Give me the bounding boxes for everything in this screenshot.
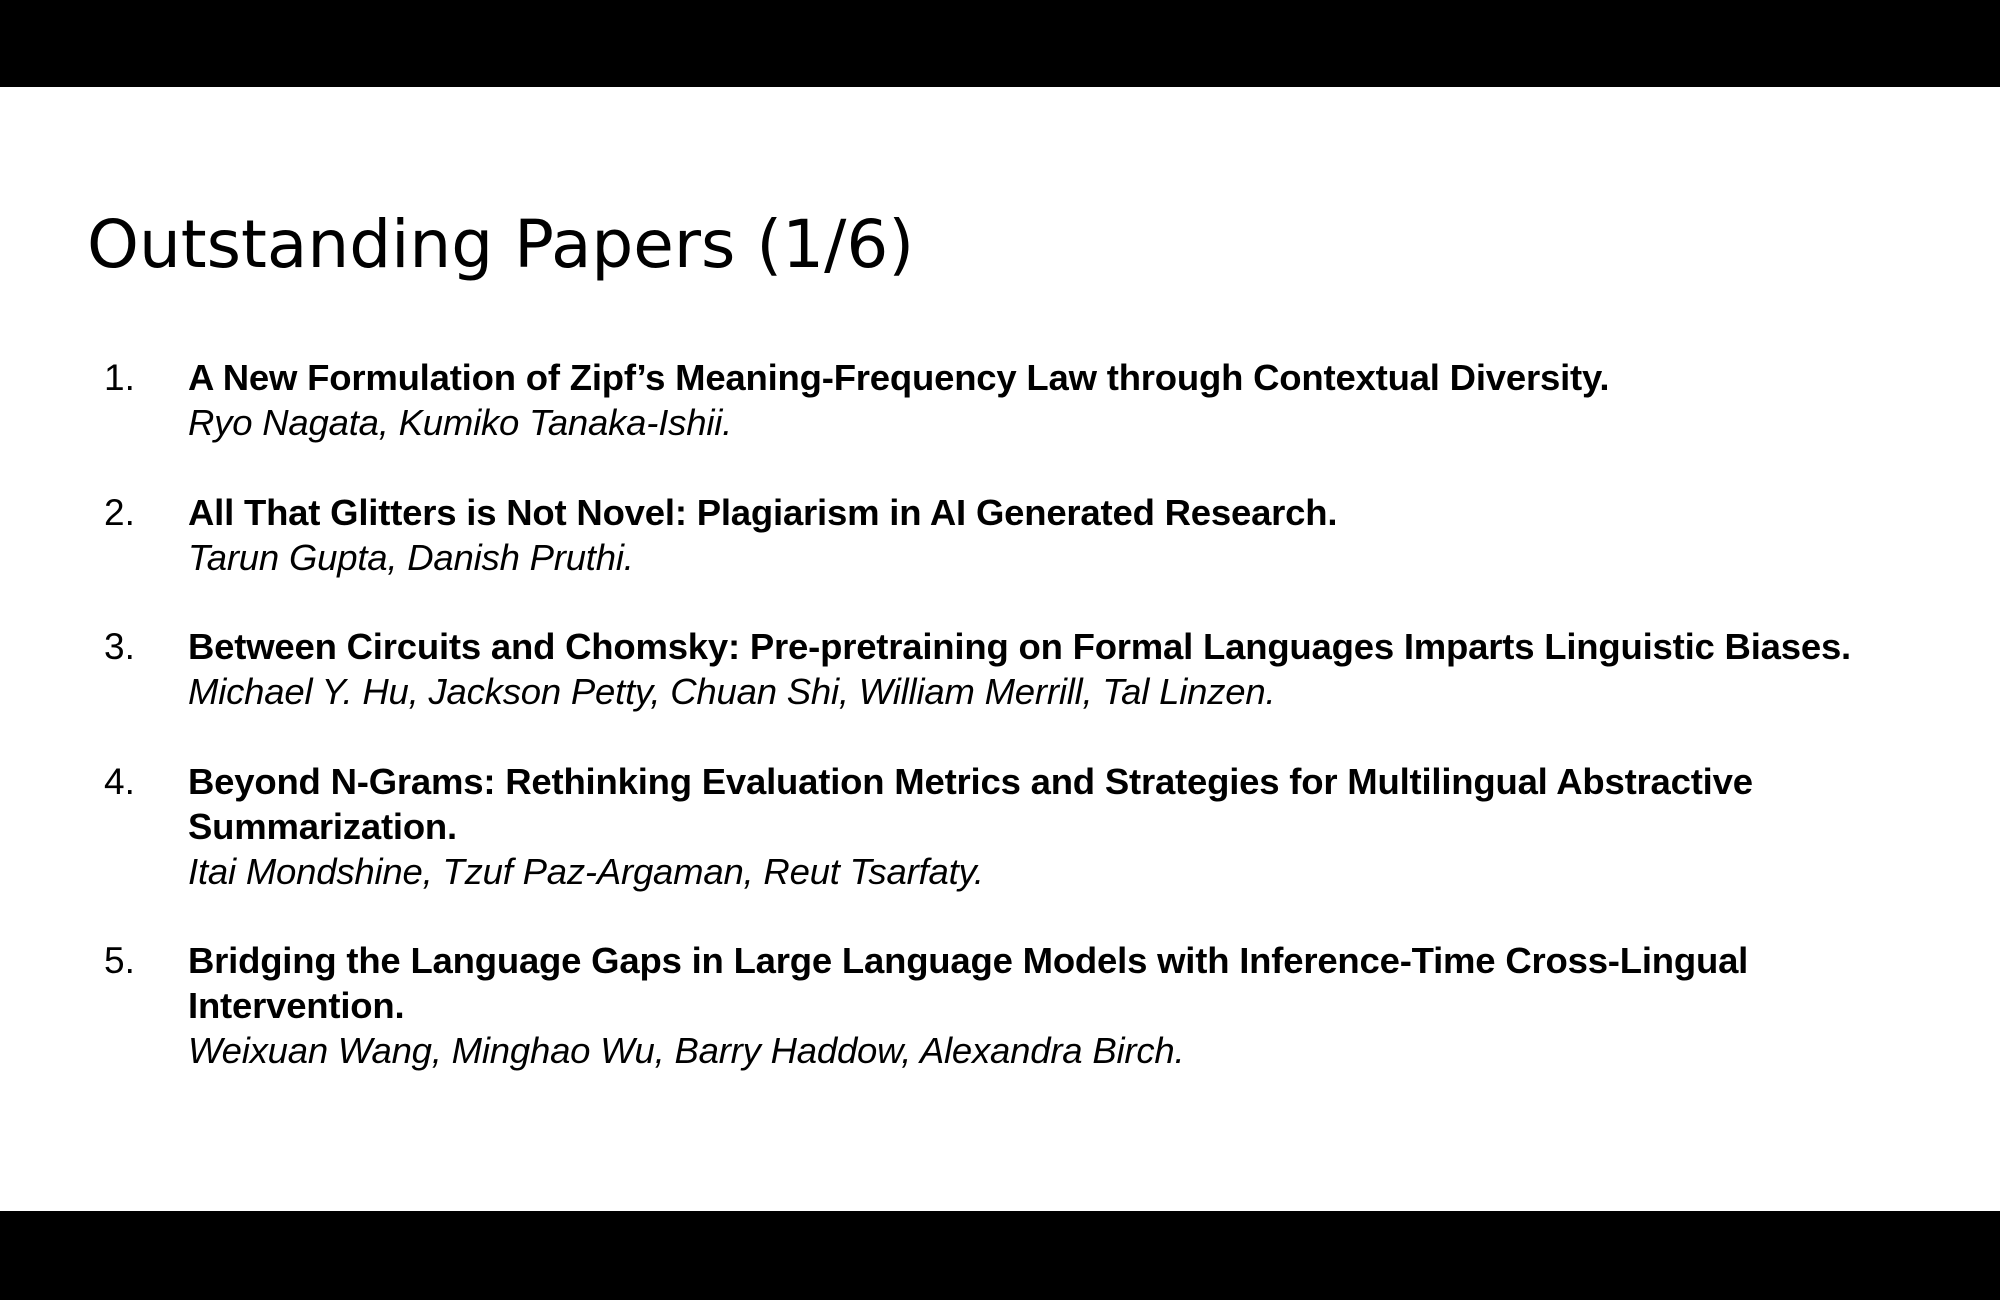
paper-number: 4.: [104, 760, 135, 802]
paper-title: Beyond N-Grams: Rethinking Evaluation Metrics and Strategies for Multilingual Abstractive Summarization.: [188, 760, 1753, 847]
paper-body: [188, 490, 1924, 580]
letterbox-bottom-bar: [0, 1211, 2000, 1300]
paper-title: Between Circuits and Chomsky: Pre-pretraining on Formal Languages Imparts Linguistic Biases.: [188, 626, 1851, 668]
paper-title: Bridging the Language Gaps in Large Language Models with Inference-Time Cross-Lingual Intervention.: [188, 940, 1749, 1027]
paper-item: [104, 938, 1924, 1073]
paper-number: 2.: [104, 491, 135, 533]
slide-title: Outstanding Papers (1/6): [87, 206, 915, 283]
paper-body: [188, 938, 1924, 1073]
paper-authors: Ryo Nagata, Kumiko Tanaka-Ishii.: [188, 402, 733, 443]
paper-authors: Tarun Gupta, Danish Pruthi.: [188, 536, 634, 578]
paper-authors: Weixuan Wang, Minghao Wu, Barry Haddow, Alexandra Birch.: [188, 1030, 1185, 1072]
paper-number: 3.: [104, 626, 135, 668]
paper-item: [104, 759, 1924, 894]
paper-title: A New Formulation of Zipf’s Meaning-Frequency Law through Contextual Diversity.: [188, 357, 1610, 398]
paper-title: All That Glitters is Not Novel: Plagiarism in AI Generated Research.: [188, 491, 1338, 533]
paper-item: [104, 490, 1924, 580]
slide: [0, 87, 2000, 1211]
paper-body: [188, 624, 1924, 714]
paper-number: 5.: [104, 940, 135, 982]
paper-number: 1.: [104, 357, 135, 398]
paper-body: [188, 355, 1924, 445]
paper-item: [104, 355, 1924, 445]
paper-authors: Itai Mondshine, Tzuf Paz-Argaman, Reut Tsarfaty.: [188, 850, 984, 892]
paper-list: [104, 355, 1924, 1118]
letterbox-top-bar: [0, 0, 2000, 87]
paper-authors: Michael Y. Hu, Jackson Petty, Chuan Shi, William Merrill, Tal Linzen.: [188, 671, 1276, 713]
paper-item: [104, 624, 1924, 714]
paper-body: [188, 759, 1924, 894]
